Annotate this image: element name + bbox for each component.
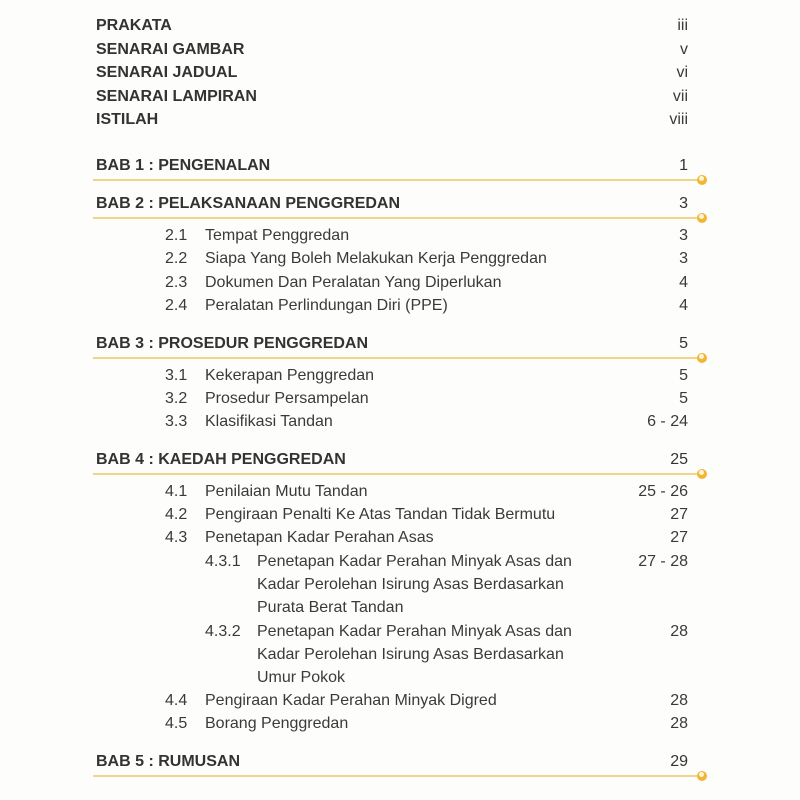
chapter-bullet-icon	[697, 213, 707, 223]
section-title: Tempat Penggredan	[205, 227, 350, 244]
chapter-page: 3	[679, 195, 688, 212]
section-entry	[0, 644, 800, 666]
chapter-bullet-icon	[697, 771, 707, 781]
section-page: 28	[670, 623, 688, 640]
entry-title: ISTILAH	[96, 111, 159, 128]
section-number: 3.2	[165, 390, 188, 407]
section-number: 4.3.1	[205, 553, 241, 570]
section-page: 27	[670, 506, 688, 523]
chapter-page: 1	[679, 157, 688, 174]
chapter-heading	[0, 751, 800, 773]
section-entry	[0, 388, 800, 410]
section-title: Kadar Perolehan Isirung Asas Berdasarkan	[257, 646, 564, 663]
chapter-heading	[0, 333, 800, 355]
entry-title: SENARAI GAMBAR	[96, 41, 245, 58]
section-entry	[0, 713, 800, 735]
section-title: Kekerapan Penggredan	[205, 367, 375, 384]
chapter-page: 29	[670, 753, 688, 770]
front-matter-entry	[0, 109, 800, 131]
front-matter-entry	[0, 39, 800, 61]
entry-page: v	[680, 41, 688, 58]
chapter-heading	[0, 155, 800, 177]
section-title: Klasifikasi Tandan	[205, 413, 333, 430]
section-entry	[0, 272, 800, 294]
section-entry	[0, 225, 800, 247]
section-page: 27	[670, 529, 688, 546]
section-title: Pengiraan Kadar Perahan Minyak Digred	[205, 692, 497, 709]
section-entry	[0, 690, 800, 712]
section-title: Borang Penggredan	[205, 715, 349, 732]
chapter-bullet-icon	[697, 469, 707, 479]
section-page: 5	[679, 390, 688, 407]
section-number: 4.5	[165, 715, 188, 732]
section-number: 2.3	[165, 274, 188, 291]
section-entry	[0, 411, 800, 433]
section-page: 28	[670, 715, 688, 732]
section-number: 4.3.2	[205, 623, 241, 640]
chapter-divider	[93, 775, 703, 777]
entry-title: SENARAI LAMPIRAN	[96, 88, 257, 105]
section-number: 2.2	[165, 250, 188, 267]
section-entry	[0, 365, 800, 387]
chapter-title: BAB 1 : PENGENALAN	[96, 157, 271, 174]
chapter-title: BAB 3 : PROSEDUR PENGGREDAN	[96, 335, 369, 352]
section-entry	[0, 551, 800, 573]
section-title: Penilaian Mutu Tandan	[205, 483, 368, 500]
section-page: 4	[679, 297, 688, 314]
chapter-divider	[93, 357, 703, 359]
section-number: 4.4	[165, 692, 188, 709]
chapter-heading	[0, 449, 800, 471]
entry-page: viii	[669, 111, 688, 128]
entry-title: PRAKATA	[96, 17, 172, 34]
chapter-title: BAB 5 : RUMUSAN	[96, 753, 240, 770]
section-title: Penetapan Kadar Perahan Minyak Asas dan	[257, 623, 572, 640]
section-entry	[0, 621, 800, 643]
section-entry	[0, 574, 800, 596]
chapter-bullet-icon	[697, 175, 707, 185]
section-title: Umur Pokok	[257, 669, 346, 686]
section-title: Pengiraan Penalti Ke Atas Tandan Tidak Bermutu	[205, 506, 556, 523]
chapter-divider	[93, 473, 703, 475]
chapter-page: 25	[670, 451, 688, 468]
chapter-divider	[93, 217, 703, 219]
section-page: 6 - 24	[647, 413, 688, 430]
section-entry	[0, 248, 800, 270]
section-page: 28	[670, 692, 688, 709]
section-entry	[0, 597, 800, 619]
section-title: Prosedur Persampelan	[205, 390, 369, 407]
entry-page: vi	[676, 64, 688, 81]
chapter-divider	[93, 179, 703, 181]
section-number: 2.4	[165, 297, 188, 314]
section-title: Siapa Yang Boleh Melakukan Kerja Penggredan	[205, 250, 547, 267]
chapter-bullet-icon	[697, 353, 707, 363]
section-title: Purata Berat Tandan	[257, 599, 404, 616]
section-title: Dokumen Dan Peralatan Yang Diperlukan	[205, 274, 502, 291]
section-entry	[0, 527, 800, 549]
front-matter-entry	[0, 15, 800, 37]
section-title: Kadar Perolehan Isirung Asas Berdasarkan	[257, 576, 564, 593]
chapter-page: 5	[679, 335, 688, 352]
section-page: 4	[679, 274, 688, 291]
entry-page: iii	[677, 17, 688, 34]
section-page: 27 - 28	[638, 553, 688, 570]
section-title: Peralatan Perlindungan Diri (PPE)	[205, 297, 448, 314]
section-page: 3	[679, 250, 688, 267]
section-number: 2.1	[165, 227, 188, 244]
chapter-heading	[0, 193, 800, 215]
section-page: 5	[679, 367, 688, 384]
section-entry	[0, 481, 800, 503]
section-title: Penetapan Kadar Perahan Asas	[205, 529, 434, 546]
entry-page: vii	[672, 88, 688, 105]
section-title: Penetapan Kadar Perahan Minyak Asas dan	[257, 553, 572, 570]
section-number: 3.1	[165, 367, 188, 384]
section-number: 4.1	[165, 483, 188, 500]
section-entry	[0, 667, 800, 689]
chapter-title: BAB 4 : KAEDAH PENGGREDAN	[96, 451, 346, 468]
section-number: 4.3	[165, 529, 188, 546]
section-entry	[0, 504, 800, 526]
section-entry	[0, 295, 800, 317]
entry-title: SENARAI JADUAL	[96, 64, 238, 81]
section-page: 3	[679, 227, 688, 244]
section-number: 3.3	[165, 413, 188, 430]
front-matter-entry	[0, 86, 800, 108]
front-matter-entry	[0, 62, 800, 84]
chapter-title: BAB 2 : PELAKSANAAN PENGGREDAN	[96, 195, 401, 212]
section-number: 4.2	[165, 506, 188, 523]
section-page: 25 - 26	[638, 483, 688, 500]
